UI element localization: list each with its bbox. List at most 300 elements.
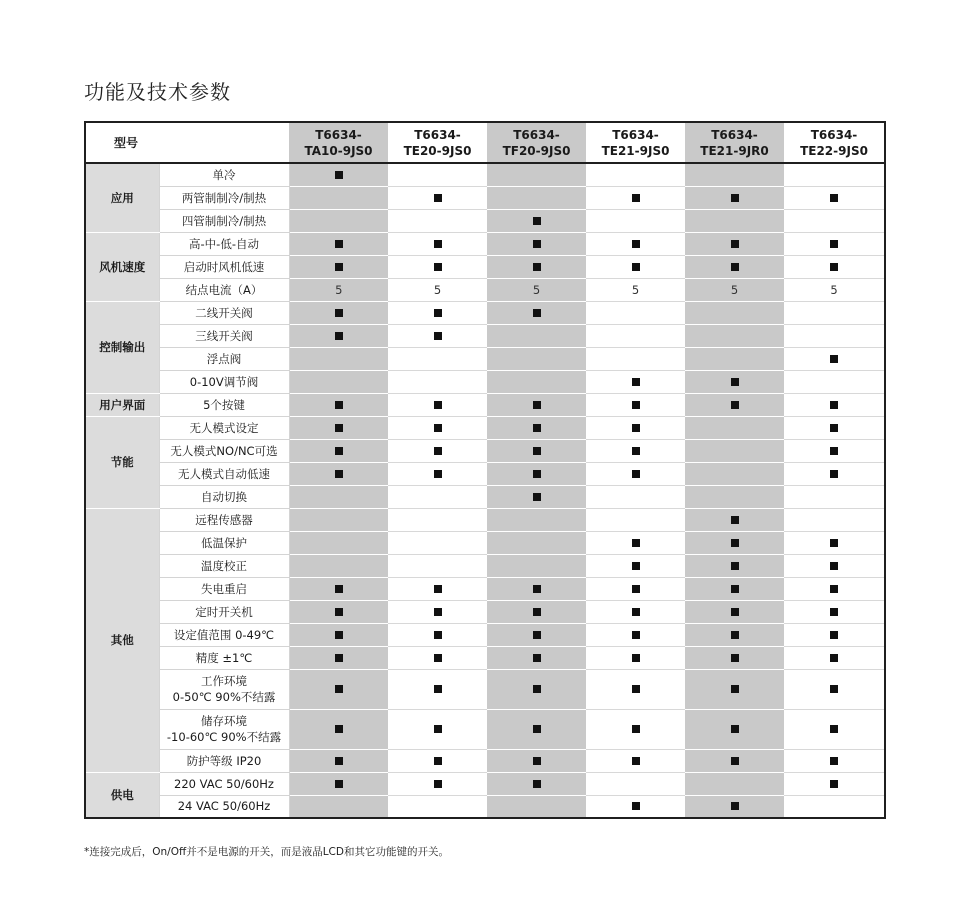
check-mark-icon: [335, 309, 343, 317]
value-cell: [289, 416, 388, 439]
value-cell: [487, 795, 586, 818]
table-row: [85, 232, 885, 255]
feature-cell: [159, 772, 289, 795]
table-row: [85, 772, 885, 795]
check-mark-icon: [335, 608, 343, 616]
value-cell: [388, 209, 487, 232]
value-cell: [784, 163, 885, 186]
value-cell: [685, 324, 784, 347]
value-cell: [586, 646, 685, 669]
check-mark-icon: [335, 780, 343, 788]
feature-cell: [159, 232, 289, 255]
table-row: [85, 416, 885, 439]
value-cell: [586, 772, 685, 795]
check-mark-icon: [731, 194, 739, 202]
value-cell: [289, 255, 388, 278]
category-cell: 风机速度: [85, 232, 159, 301]
feature-cell: [159, 646, 289, 669]
value-cell: [388, 646, 487, 669]
value-cell: [685, 439, 784, 462]
value-cell: [289, 485, 388, 508]
value-cell: [388, 324, 487, 347]
value-cell: [586, 370, 685, 393]
check-mark-icon: [335, 401, 343, 409]
check-mark-icon: [830, 725, 838, 733]
feature-label: 无人模式自动低速: [178, 466, 270, 481]
value-cell: [388, 623, 487, 646]
feature-label: 浮点阀: [206, 351, 242, 366]
value-cell: [289, 209, 388, 232]
value-cell: [289, 278, 388, 301]
table-row: [85, 439, 885, 462]
value-cell: [685, 255, 784, 278]
feature-cell: [159, 485, 289, 508]
value-cell: [586, 795, 685, 818]
check-mark-icon: [731, 516, 739, 524]
check-mark-icon: [830, 240, 838, 248]
value-cell: [685, 554, 784, 577]
feature-cell: [159, 163, 289, 186]
value-cell: [784, 278, 885, 301]
check-mark-icon: [632, 725, 640, 733]
value-cell: [586, 347, 685, 370]
feature-cell: [159, 795, 289, 818]
feature-label: 三线开关阀: [195, 328, 253, 343]
value-cell: [784, 232, 885, 255]
value-cell: [487, 772, 586, 795]
value-cell: [289, 370, 388, 393]
feature-label: 220 VAC 50/60Hz: [174, 776, 274, 791]
value-cell: [487, 439, 586, 462]
check-mark-icon: [731, 608, 739, 616]
value-cell: [289, 462, 388, 485]
table-row: [85, 795, 885, 818]
value-cell: [388, 709, 487, 749]
check-mark-icon: [632, 424, 640, 432]
check-mark-icon: [533, 585, 541, 593]
check-mark-icon: [533, 725, 541, 733]
check-mark-icon: [731, 654, 739, 662]
check-mark-icon: [434, 309, 442, 317]
check-mark-icon: [335, 470, 343, 478]
value-cell: [685, 577, 784, 600]
feature-label: 高-中-低-自动: [189, 236, 259, 251]
value-cell: [388, 416, 487, 439]
feature-label: 设定值范围 0-49℃: [173, 627, 275, 642]
check-mark-icon: [533, 470, 541, 478]
check-mark-icon: [533, 424, 541, 432]
value-cell: [586, 163, 685, 186]
value-cell: [685, 772, 784, 795]
check-mark-icon: [632, 401, 640, 409]
value-cell: [586, 301, 685, 324]
feature-label: 二线开关阀: [195, 305, 253, 320]
value-cell: [487, 485, 586, 508]
check-mark-icon: [434, 780, 442, 788]
table-row: [85, 669, 885, 709]
value-cell: [289, 439, 388, 462]
value-cell: [685, 531, 784, 554]
value-cell: [784, 531, 885, 554]
check-mark-icon: [335, 585, 343, 593]
category-cell: 用户界面: [85, 393, 159, 416]
check-mark-icon: [434, 447, 442, 455]
value-cell: [487, 623, 586, 646]
check-mark-icon: [533, 685, 541, 693]
check-mark-icon: [533, 240, 541, 248]
value-cell: [388, 163, 487, 186]
check-mark-icon: [434, 685, 442, 693]
table-row: [85, 462, 885, 485]
check-mark-icon: [533, 780, 541, 788]
value-cell: [388, 554, 487, 577]
check-mark-icon: [533, 631, 541, 639]
value-cell: [289, 186, 388, 209]
value-cell: [388, 462, 487, 485]
value-cell: [388, 278, 487, 301]
value-cell: [586, 600, 685, 623]
value-cell: [388, 186, 487, 209]
value-cell: [289, 749, 388, 772]
value-cell: [685, 416, 784, 439]
value-cell: [784, 186, 885, 209]
value-cell: [685, 485, 784, 508]
value-cell: [487, 709, 586, 749]
check-mark-icon: [533, 757, 541, 765]
header-row: [85, 122, 885, 163]
check-mark-icon: [632, 562, 640, 570]
value-cell: [586, 393, 685, 416]
check-mark-icon: [632, 608, 640, 616]
value-cell: [586, 623, 685, 646]
value-text: 5: [532, 282, 541, 297]
check-mark-icon: [533, 493, 541, 501]
check-mark-icon: [632, 585, 640, 593]
check-mark-icon: [335, 447, 343, 455]
value-cell: [388, 255, 487, 278]
feature-cell: [159, 600, 289, 623]
value-cell: [784, 795, 885, 818]
value-cell: [784, 416, 885, 439]
check-mark-icon: [434, 585, 442, 593]
feature-cell: [159, 554, 289, 577]
value-cell: [685, 623, 784, 646]
table-row: [85, 255, 885, 278]
footnote: *连接完成后，On/Off并不是电源的开关，而是液晶LCD和其它功能键的开关。: [84, 846, 449, 858]
value-cell: [289, 531, 388, 554]
table-row: [85, 554, 885, 577]
value-cell: [784, 577, 885, 600]
table-row: [85, 324, 885, 347]
check-mark-icon: [632, 378, 640, 386]
table-row: [85, 623, 885, 646]
value-text: 5: [631, 282, 640, 297]
check-mark-icon: [830, 447, 838, 455]
value-cell: [388, 600, 487, 623]
value-cell: [784, 554, 885, 577]
check-mark-icon: [632, 654, 640, 662]
value-cell: [388, 669, 487, 709]
check-mark-icon: [731, 263, 739, 271]
type-label: 型号: [85, 122, 289, 163]
value-cell: [289, 347, 388, 370]
feature-label: 储存环境: [201, 714, 247, 728]
check-mark-icon: [335, 757, 343, 765]
check-mark-icon: [533, 447, 541, 455]
value-cell: [487, 554, 586, 577]
table-row: [85, 577, 885, 600]
check-mark-icon: [434, 424, 442, 432]
model-header: T6634- TA10-9JS0: [289, 122, 388, 163]
check-mark-icon: [533, 263, 541, 271]
value-cell: [586, 485, 685, 508]
check-mark-icon: [533, 401, 541, 409]
check-mark-icon: [434, 725, 442, 733]
spec-table: [84, 121, 886, 819]
value-cell: [487, 163, 586, 186]
check-mark-icon: [434, 757, 442, 765]
check-mark-icon: [335, 171, 343, 179]
check-mark-icon: [434, 631, 442, 639]
feature-cell: [159, 255, 289, 278]
feature-label: -10-60℃ 90%不结露: [166, 730, 282, 744]
check-mark-icon: [731, 685, 739, 693]
value-cell: [487, 531, 586, 554]
category-cell: 应用: [85, 163, 159, 232]
value-cell: [784, 600, 885, 623]
value-cell: [586, 255, 685, 278]
check-mark-icon: [731, 725, 739, 733]
feature-label: 失电重启: [201, 581, 247, 596]
spec-body: [85, 163, 885, 818]
check-mark-icon: [434, 401, 442, 409]
value-cell: [487, 416, 586, 439]
table-row: [85, 749, 885, 772]
check-mark-icon: [731, 240, 739, 248]
value-cell: [289, 324, 388, 347]
value-cell: [289, 795, 388, 818]
value-cell: [388, 531, 487, 554]
check-mark-icon: [434, 608, 442, 616]
feature-cell: [159, 669, 289, 709]
value-cell: [487, 462, 586, 485]
check-mark-icon: [632, 757, 640, 765]
check-mark-icon: [434, 654, 442, 662]
feature-cell: [159, 508, 289, 531]
check-mark-icon: [731, 631, 739, 639]
value-cell: [586, 508, 685, 531]
feature-label: 0-50℃ 90%不结露: [172, 690, 276, 704]
feature-cell: [159, 278, 289, 301]
check-mark-icon: [731, 562, 739, 570]
value-cell: [586, 709, 685, 749]
table-row: [85, 163, 885, 186]
table-row: [85, 485, 885, 508]
check-mark-icon: [632, 470, 640, 478]
check-mark-icon: [632, 685, 640, 693]
table-row: [85, 600, 885, 623]
table-row: [85, 186, 885, 209]
check-mark-icon: [830, 585, 838, 593]
value-cell: [487, 749, 586, 772]
value-cell: [685, 278, 784, 301]
value-cell: [784, 485, 885, 508]
value-cell: [685, 232, 784, 255]
feature-cell: [159, 416, 289, 439]
check-mark-icon: [434, 470, 442, 478]
value-cell: [289, 669, 388, 709]
table-row: [85, 347, 885, 370]
value-cell: [586, 531, 685, 554]
feature-label: 四管制制冷/制热: [181, 213, 267, 228]
value-cell: [487, 255, 586, 278]
check-mark-icon: [830, 355, 838, 363]
value-cell: [388, 370, 487, 393]
check-mark-icon: [335, 654, 343, 662]
value-cell: [685, 347, 784, 370]
check-mark-icon: [335, 424, 343, 432]
feature-cell: [159, 709, 289, 749]
value-cell: [289, 554, 388, 577]
category-cell: 供电: [85, 772, 159, 818]
feature-label: 工作环境: [201, 674, 247, 688]
value-cell: [586, 669, 685, 709]
category-cell: 其他: [85, 508, 159, 772]
check-mark-icon: [632, 539, 640, 547]
value-cell: [586, 439, 685, 462]
category-cell: 节能: [85, 416, 159, 508]
check-mark-icon: [731, 802, 739, 810]
value-cell: [685, 462, 784, 485]
value-cell: [784, 462, 885, 485]
value-cell: [388, 485, 487, 508]
value-cell: [685, 370, 784, 393]
check-mark-icon: [830, 194, 838, 202]
page-title: 功能及技术参数: [84, 80, 231, 104]
table-row: [85, 709, 885, 749]
feature-cell: [159, 370, 289, 393]
check-mark-icon: [830, 685, 838, 693]
value-cell: [487, 324, 586, 347]
check-mark-icon: [632, 631, 640, 639]
check-mark-icon: [533, 608, 541, 616]
check-mark-icon: [830, 757, 838, 765]
value-cell: [685, 646, 784, 669]
feature-label: 单冷: [212, 167, 236, 182]
model-header: T6634- TF20-9JS0: [487, 122, 586, 163]
value-cell: [784, 370, 885, 393]
value-cell: [586, 324, 685, 347]
check-mark-icon: [434, 332, 442, 340]
check-mark-icon: [335, 725, 343, 733]
feature-cell: [159, 439, 289, 462]
feature-cell: [159, 531, 289, 554]
check-mark-icon: [335, 263, 343, 271]
feature-label: 自动切换: [201, 489, 247, 504]
value-cell: [388, 749, 487, 772]
check-mark-icon: [533, 654, 541, 662]
check-mark-icon: [533, 309, 541, 317]
value-cell: [685, 600, 784, 623]
value-cell: [586, 416, 685, 439]
feature-label: 温度校正: [201, 558, 247, 573]
value-text: 5: [830, 282, 838, 297]
check-mark-icon: [434, 194, 442, 202]
feature-cell: [159, 577, 289, 600]
model-header: T6634- TE21-9JS0: [586, 122, 685, 163]
feature-label: 结点电流（A）: [185, 282, 263, 297]
table-row: [85, 301, 885, 324]
value-cell: [289, 508, 388, 531]
feature-cell: [159, 347, 289, 370]
table-row: [85, 370, 885, 393]
feature-label: 5个按键: [203, 397, 245, 412]
value-cell: [388, 232, 487, 255]
feature-label: 24 VAC 50/60Hz: [177, 799, 271, 814]
value-cell: [784, 508, 885, 531]
value-cell: [784, 439, 885, 462]
table-row: [85, 209, 885, 232]
check-mark-icon: [335, 332, 343, 340]
model-header: T6634- TE22-9JS0: [784, 122, 885, 163]
value-cell: [487, 232, 586, 255]
value-cell: [289, 393, 388, 416]
check-mark-icon: [632, 194, 640, 202]
value-cell: [289, 709, 388, 749]
value-cell: [784, 709, 885, 749]
category-cell: 控制输出: [85, 301, 159, 393]
model-header: T6634- TE20-9JS0: [388, 122, 487, 163]
feature-label: 精度 ±1℃: [195, 650, 253, 665]
feature-label: 启动时风机低速: [183, 259, 265, 274]
value-cell: [487, 508, 586, 531]
check-mark-icon: [731, 757, 739, 765]
value-cell: [685, 393, 784, 416]
check-mark-icon: [830, 562, 838, 570]
value-cell: [685, 163, 784, 186]
feature-cell: [159, 749, 289, 772]
value-cell: [289, 600, 388, 623]
check-mark-icon: [830, 470, 838, 478]
value-cell: [586, 186, 685, 209]
value-cell: [487, 370, 586, 393]
value-cell: [784, 324, 885, 347]
value-cell: [487, 600, 586, 623]
check-mark-icon: [830, 539, 838, 547]
table-row: [85, 646, 885, 669]
value-cell: [784, 749, 885, 772]
value-cell: [685, 749, 784, 772]
check-mark-icon: [434, 263, 442, 271]
check-mark-icon: [632, 263, 640, 271]
value-cell: [388, 439, 487, 462]
table-row: [85, 508, 885, 531]
value-cell: [784, 669, 885, 709]
check-mark-icon: [632, 240, 640, 248]
table-row: [85, 278, 885, 301]
value-cell: [685, 795, 784, 818]
value-cell: [685, 508, 784, 531]
check-mark-icon: [830, 608, 838, 616]
value-cell: [487, 301, 586, 324]
feature-label: 无人模式NO/NC可选: [170, 443, 278, 458]
value-cell: [784, 255, 885, 278]
value-cell: [388, 577, 487, 600]
model-header: T6634- TE21-9JR0: [685, 122, 784, 163]
value-cell: [487, 278, 586, 301]
check-mark-icon: [830, 780, 838, 788]
check-mark-icon: [335, 685, 343, 693]
